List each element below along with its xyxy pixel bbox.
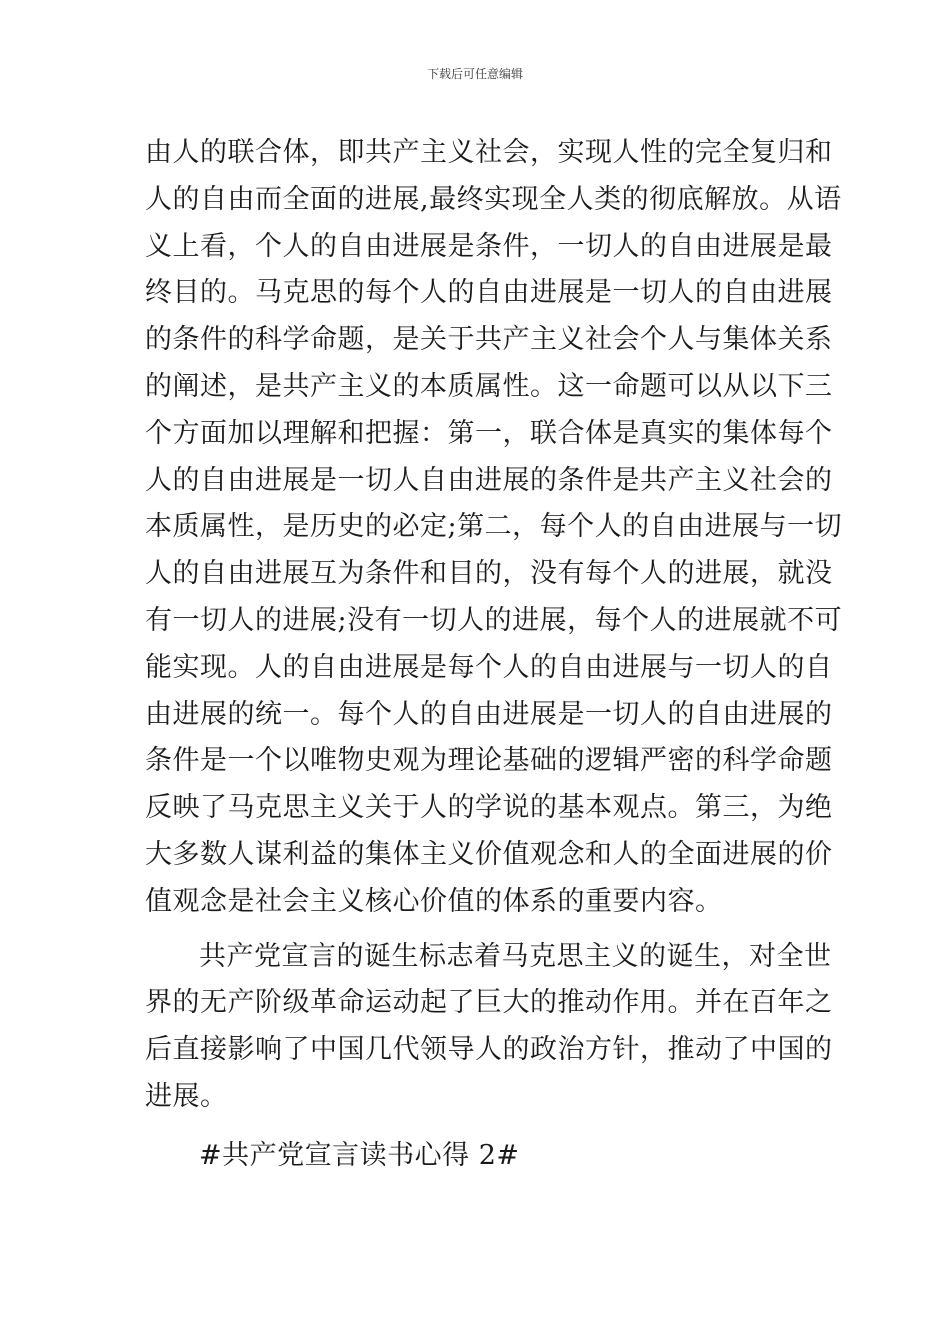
text-line: 大多数人谋利益的集体主义价值观念和人的全面进展的价: [145, 838, 833, 870]
text-line: 终目的。马克思的每个人的自由进展是一切人的自由进展: [145, 277, 833, 309]
text-line: 人的自由进展是一切人自由进展的条件是共产主义社会的: [145, 464, 833, 496]
text-line: 后直接影响了中国几代领导人的政治方针，推动了中国的: [145, 1034, 833, 1066]
text-line: 个方面加以理解和把握：第一，联合体是真实的集体每个: [145, 417, 833, 449]
text-line: 人的自由而全面的进展,最终实现全人类的彻底解放。从语: [145, 183, 842, 215]
text-line: 条件是一个以唯物史观为理论基础的逻辑严密的科学命题: [145, 745, 833, 777]
text-line: 由人的联合体，即共产主义社会，实现人性的完全复归和: [145, 137, 833, 168]
section-heading: #共产党宣言读书心得 2#: [199, 1139, 520, 1171]
paragraph: [145, 130, 843, 926]
text-line: 义上看，个人的自由进展是条件，一切人的自由进展是最: [145, 230, 833, 262]
text-line: 界的无产阶级革命运动起了巨大的推动作用。并在百年之: [145, 987, 833, 1019]
paragraph-spacer: [145, 1121, 810, 1133]
text-line: 能实现。人的自由进展是每个人的自由进展与一切人的自: [145, 651, 833, 683]
text-line: 有一切人的进展;没有一切人的进展，每个人的进展就不可: [145, 604, 843, 636]
text-line: 本质属性，是历史的必定;第二，每个人的自由进展与一切: [145, 511, 843, 543]
text-line: 由进展的统一。每个人的自由进展是一切人的自由进展的: [145, 698, 833, 730]
paragraph-spacer: [145, 926, 810, 934]
text-line: 的条件的科学命题，是关于共产主义社会个人与集体关系: [145, 324, 833, 356]
document-body: [145, 130, 843, 1180]
paragraph: [145, 934, 833, 1121]
text-line: 反映了马克思主义关于人的学说的基本观点。第三，为绝: [145, 792, 833, 824]
text-line: 的阐述，是共产主义的本质属性。这一命题可以从以下三: [145, 370, 833, 402]
text-line: 人的自由进展互为条件和目的，没有每个人的进展，就没: [145, 558, 833, 590]
text-line: 进展。: [145, 1080, 228, 1112]
text-line: 值观念是社会主义核心价值的体系的重要内容。: [145, 885, 723, 917]
page-header-note: 下载后可任意编辑: [426, 67, 523, 81]
text-line: 共产党宣言的诞生标志着马克思主义的诞生，对全世: [199, 940, 832, 972]
